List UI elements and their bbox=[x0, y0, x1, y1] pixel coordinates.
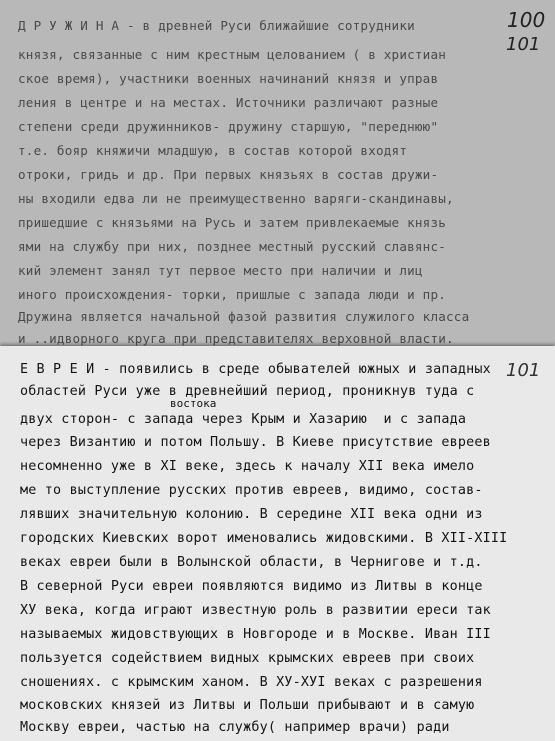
text-line: Д Р У Ж И Н А - в древней Руси ближайшие сотрудники bbox=[18, 18, 415, 33]
text-line: Москву евреи, частью на службу( например врачи) ради bbox=[20, 720, 450, 735]
text-line: ями на службу при них, позднее местный русский славянс- bbox=[18, 239, 447, 254]
text-line: степени среди дружинников- дружину старшую, "переднюю" bbox=[18, 119, 439, 134]
text-line: Дружина является начальной фазой развития служилого класса bbox=[18, 309, 470, 324]
text-line: через Византию и потом Польшу. В Киеве присутствие евреев bbox=[20, 435, 491, 450]
text-line: ме то выступление русских против евреев, видимо, состав- bbox=[20, 483, 483, 498]
page-number-stamp: 101 bbox=[506, 360, 541, 381]
text-line: городских Киевских ворот именовались жидовскими. В XII-XIII bbox=[20, 531, 508, 546]
text-line: и ..идворного круга при представителях верховной власти. bbox=[18, 331, 454, 346]
text-line: ны входили едва ли не преимущественно варяги-скандинавы, bbox=[18, 191, 454, 206]
text-line: называемых жидовствующих в Новгороде и в Москве. Иван III bbox=[20, 627, 491, 642]
text-line: В северной Руси евреи появляются видимо из Литвы в конце bbox=[20, 579, 483, 594]
page-number-handwritten: 100 bbox=[507, 8, 546, 32]
text-line: князя, связанные с ним крестным целованием ( в христиан bbox=[18, 47, 447, 62]
text-line: несомненно уже в XI веке, здесь к началу XII века имело bbox=[20, 459, 475, 474]
text-line: двух сторон- с запада через Крым и Хазарию и с запада bbox=[20, 412, 467, 427]
text-line: отроки, гридь и др. При первых князьях в состав дружи- bbox=[18, 167, 439, 182]
text-line: пришедшие с князьями на Русь и затем привлекаемые князь bbox=[18, 215, 447, 230]
upper-typed-sheet bbox=[0, 0, 555, 352]
text-line: XУ века, когда играют известную роль в развитии ереси так bbox=[20, 603, 491, 618]
text-line: веках евреи были в Волынской области, в Чернигове и т.д. bbox=[20, 555, 483, 570]
text-line: сношениях. с крымским ханом. В XУ-XУI веках с разрешения bbox=[20, 675, 483, 690]
text-line: лявших значительную колонию. В середине XII века одни из bbox=[20, 507, 483, 522]
text-line: областей Руси уже в древнейший период, проникнув туда с bbox=[20, 384, 475, 399]
text-line: т.е. бояр княжичи младшую, в состав которой входят bbox=[18, 143, 408, 158]
page-number-handwritten-second: 101 bbox=[506, 34, 541, 55]
text-line: иного происхождения- торки, пришлые с запада люди и пр. bbox=[18, 287, 447, 302]
text-line: Е В Р Е И - появились в среде обывателей южных и западных bbox=[20, 362, 491, 377]
text-line: пользуется содействием видных крымских евреев при своих bbox=[20, 651, 475, 666]
text-line: кий элемент занял тут первое место при наличии и лиц bbox=[18, 263, 423, 278]
text-line: ское время), участники военных начинаний князя и управ bbox=[18, 71, 439, 86]
text-line: ления в центре и на местах. Источники различают разные bbox=[18, 95, 439, 110]
handwritten-insertion: востока bbox=[170, 397, 217, 410]
text-line: московских князей из Литвы и Польши прибывают и в самую bbox=[20, 698, 475, 713]
